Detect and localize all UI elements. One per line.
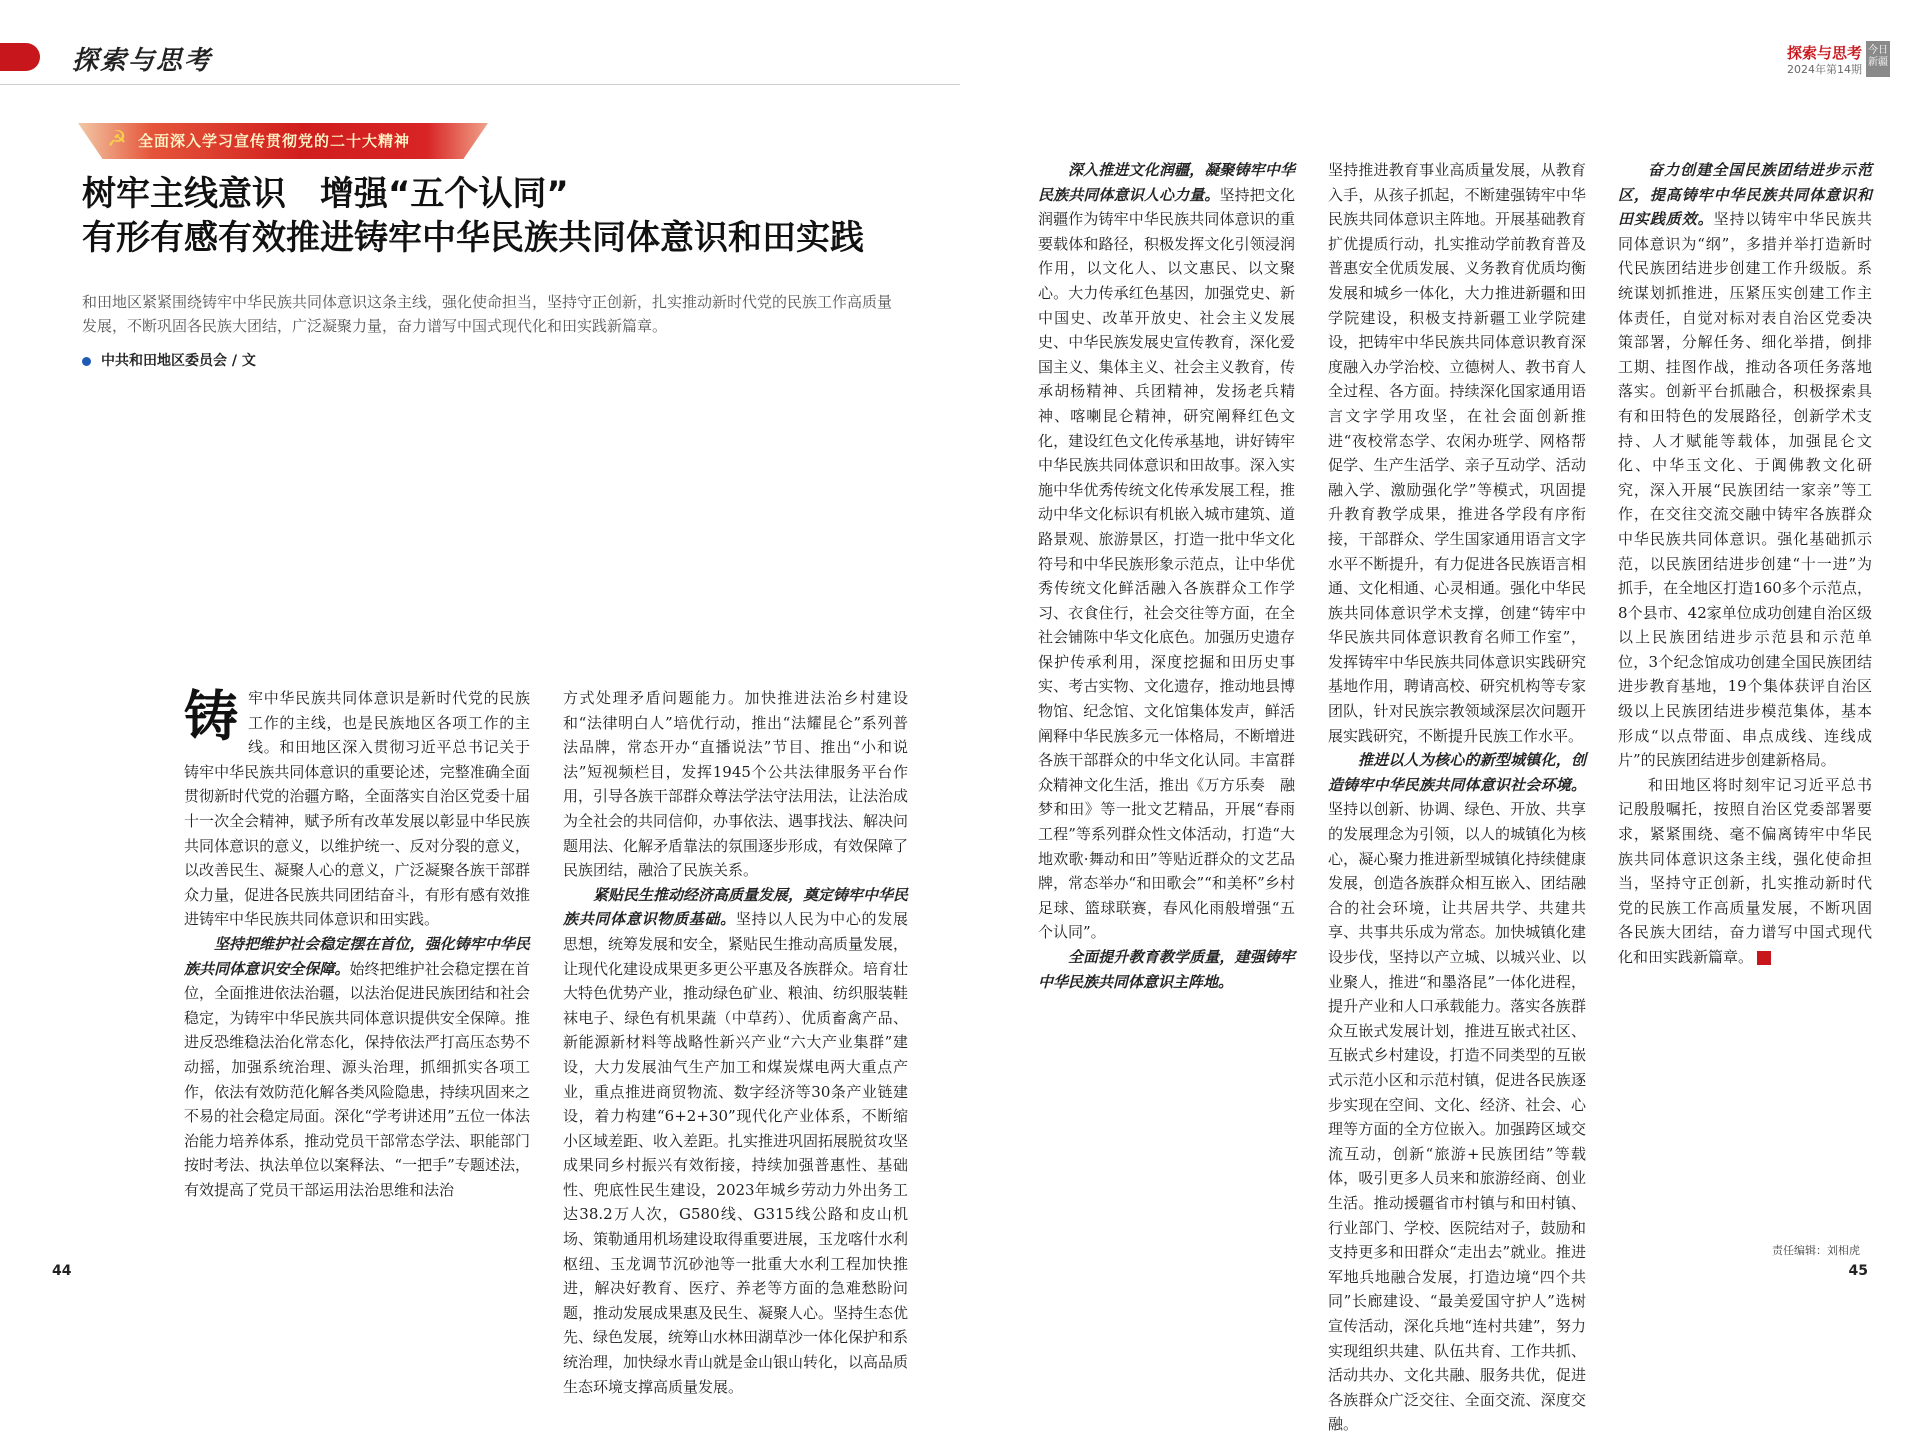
article-title-line1: 树牢主线意识 增强“五个认同” [82,174,569,214]
left-page [0,0,960,1396]
paragraph-unity [1618,158,1872,773]
article-lead: 和田地区紧紧围绕铸牢中华民族共同体意识这条主线，强化使命担当，坚持守正创新，扎实推动新时代党的民族工作高质量发展，不断巩固各民族大团结，广泛凝聚力量，奋力谱写中国式现代化和田实践新篇章。 [82,293,893,335]
magazine-section-label: 探索与思考 [1786,44,1862,62]
paragraph-text: 和田地区将时刻牢记习近平总书记殷殷嘱托，按照自治区党委部署要求，紧紧围绕、毫不偏离铸牢中华民族共同体意识这条主线，强化使命担当，坚持守正创新，扎实推动新时代党的民族工作高质量发展，不断巩固各民族大团结，奋力谱写中国式现代化和田实践新篇章。 [1618,775,1872,966]
paragraph-culture [1038,158,1295,945]
issue-label: 2024年第14期 [1787,63,1862,76]
page-number-right: 45 [1848,1263,1868,1279]
paragraph-education-text: 坚持推进教育事业高质量发展，从教育入手，从孩子抓起，不断建强铸牢中华民族共同体意识主阵地。开展基础教育扩优提质行动，扎实推动学前教育普及普惠安全优质发展、义务教育优质均衡发展和城乡一体化，大力推进新疆和田学院建设，积极支持新疆工业学院建设，把铸牢中华民族共同体意识教育深度融入办学治校、立德树人、教书育人全过程、各方面。持续深化国家通用语言文字学用攻坚，在社会面创新推进“夜校常态学、农闲办班学、网格帮促学、生产生活学、亲子互动学、活动融入学、激励强化学”等模式，巩固提升教育教学成果，推进各学段有序衔接，干部群众、学生国家通用语言文字水平不断提升，有力促进各民族语言相通、文化相通、心灵相通。强化中华民族共同体意识学术支撑，创建“铸牢中华民族共同体意识教育名师工作室”，发挥铸牢中华民族共同体意识实践研究基地作用，聘请高校、研究机构等专家团队，针对民族宗教领域深层次问题开展实践研究，不断提升民族工作水平。 [1328,161,1586,745]
end-mark-icon [1757,951,1771,965]
section-title: 探索与思考 [72,46,213,76]
paragraph-education [1038,945,1295,994]
paragraph-text: 坚持以人民为中心的发展思想，统筹发展和安全，紧贴民生推动高质量发展，让现代化建设成果更多更公平惠及各族群众。培育壮大特色优势产业，推动绿色矿业、粮油、纺织服装鞋袜电子、绿色有机果蔬（中草药）、优质畜禽产品、新能源新材料等战略性新兴产业“六大产业集群”建设，大力发展油气生产加工和煤炭煤电两大重点产业，重点推进商贸物流、数字经济等30条产业链建设，着力构建“6+2+30”现代化产业体系，不断缩小区域差距、收入差距。扎实推进巩固拓展脱贫攻坚成果同乡村振兴有效衔接，持续加强普惠性、基础性、兜底性民生建设，2023年城乡劳动力外出务工达38.2万人次，G580线、G315线公路和皮山机场、策勒通用机场建设取得重要进展，玉龙喀什水利枢纽、玉龙调节沉砂池等一批重大水利工程加快推进，解决好教育、医疗、养老等方面的急难愁盼问题，推动发展成果惠及民生、凝聚人心。坚持生态优先、绿色发展，统筹山水林田湖草沙一体化保护和系统治理，加快绿水青山就是金山银山转化，以高品质生态环境支撑高质量发展。 [563,910,909,1396]
author-text: 中共和田地区委员会 / 文 [101,353,256,369]
paragraph-urbanization [1328,748,1586,1437]
header-rule [0,84,960,85]
body-column-2 [563,686,909,1396]
bullet-dot-icon [82,357,91,366]
paragraph-text: 牢中华民族共同体意识是新时代党的民族工作的主线，也是民族地区各项工作的主线。和田地区深入贯彻习近平总书记关于铸牢中华民族共同体意识的重要论述，完整准确全面贯彻新时代党的治疆方略，全面落实自治区党委十届十一次全会精神，赋予所有改革发展以彰显中华民族共同体意识的意义，以维护统一、反对分裂的意义，以改善民生、凝聚人心的意义，广泛凝聚各族干部群众力量，促进各民族共同团结奋斗，有形有感有效推进铸牢中华民族共同体意识和田实践。 [184,689,530,929]
paragraph-lead: 深入推进文化润疆，凝聚铸牢中华民族共同体意识人心力量。 [1038,161,1295,204]
body-column-5 [1618,158,1872,1248]
paragraph-lead: 推进以人为核心的新型城镇化，创造铸牢中华民族共同体意识社会环境。 [1328,751,1586,794]
paragraph-lead: 紧贴民生推动经济高质量发展，奠定铸牢中华民族共同体意识物质基础。 [563,885,909,929]
paragraph-text: 坚持以铸牢中华民族共同体意识为“纲”，多措并举打造新时代民族团结进步创建工作升级版。系统谋划抓推进，压紧压实创建工作主体责任，自觉对标对表自治区党委决策部署，分解任务、细化举措，倒排工期、挂图作战，推动各项任务落地落实。创新平台抓融合，积极探索具有和田特色的发展路径，创新学术支持、人才赋能等载体，加强昆仑文化、中华玉文化、于阗佛教文化研究，深入开展“民族团结一家亲”等工作，在交往交流交融中铸牢各族群众中华民族共同体意识。强化基础抓示范，以民族团结进步创建“十一进”为抓手，在全地区打造160多个示范点，8个县市、42家单位成功创建自治区级以上民族团结进步示范县和示范单位，3个纪念馆成功创建全国民族团结进步教育基地，19个集体获评自治区级以上民族团结进步模范集体，基本形成“以点带面、串点成线、连线成片”的民族团结进步创建新格局。 [1618,210,1872,770]
paragraph-opening [184,686,530,932]
paragraph-security [184,932,530,1203]
paragraph-text: 坚持以创新、协调、绿色、开放、共享的发展理念为引领，以人的城镇化为核心，凝心聚力推进新型城镇化持续健康发展，创造各族群众相互嵌入、团结融合的社会环境，让共居共学、共建共享、共事共乐成为常态。加快城镇化建设步伐，坚持以产立城、以城兴业、以业聚人，推进“和墨洛昆”一体化进程，提升产业和人口承载能力。落实各族群众互嵌式发展计划，推进互嵌式社区、互嵌式乡村建设，打造不同类型的互嵌式示范小区和示范村镇，促进各民族逐步实现在空间、文化、经济、社会、心理等方面的全方位嵌入。加强跨区域交流互动，创新“旅游+民族团结”等载体，吸引更多人员来和旅游经商、创业生活。推动援疆省市村镇与和田村镇、行业部门、学校、医院结对子，鼓励和支持更多和田群众“走出去”就业。推进军地兵地融合发展，打造边境“四个共同”长廊建设、“最美爱国守护人”选树宣传活动，深化兵地“连村共建”，努力实现组织共建、队伍共育、工作共抓、活动共办、文化共融、服务共优，促进各族群众广泛交往、全面交流、深度交融。 [1328,800,1586,1434]
paragraph-conclusion [1618,773,1872,970]
paragraph-lead: 坚持把维护社会稳定摆在首位，强化铸牢中华民族共同体意识安全保障。 [184,934,530,978]
dropcap: 铸 [184,685,238,748]
body-column-4 [1328,158,1586,1434]
magazine-logo: 今日新疆 [1866,41,1890,77]
editor-credit: 责任编辑：刘相虎 [1772,1244,1860,1257]
article-title-line2: 有形有感有效推进铸牢中华民族共同体意识和田实践 [82,218,864,258]
paragraph-text: 始终把维护社会稳定摆在首位，全面推进依法治疆，以法治促进民族团结和社会稳定，为铸牢中华民族共同体意识提供安全保障。推进反恐维稳法治化常态化，保持依法严打高压态势不动摇，加强系统治理、源头治理，抓细抓实各项工作，依法有效防范化解各类风险隐患，持续巩固来之不易的社会稳定局面。深化“学考讲述用”五位一体法治能力培养体系，推动党员干部常态学法、职能部门按时考法、执法单位以案释法、“一把手”专题述法，有效提高了党员干部运用法治思维和法治 [184,959,530,1199]
body-column-1 [184,686,530,1246]
paragraph-lead: 全面提升教育教学质量，建强铸牢中华民族共同体意识主阵地。 [1038,948,1295,991]
paragraph-lead: 奋力创建全国民族团结进步示范区，提高铸牢中华民族共同体意识和田实践质效。 [1618,161,1872,229]
paragraph-economy [563,883,908,1399]
article-title [82,172,942,260]
body-column-3 [1038,158,1295,1248]
party-emblem-icon: ☭ [107,127,127,152]
section-tab-marker [0,43,40,71]
paragraph-law-continued: 方式处理矛盾问题能力。加快推进法治乡村建设和“法律明白人”培优行动，推出“法耀昆仑”系列普法品牌，常态开办“直播说法”节目、推出“小和说法”短视频栏目，发挥1945个公共法律服务平台作用，引导各族干部群众尊法学法守法用法，让法治成为全社会的共同信仰，办事依法、遇事找法、解决问题用法、化解矛盾靠法的氛围逐步形成，有效保障了民族团结，融洽了民族关系。 [563,689,909,880]
article-author [82,350,256,370]
theme-banner-text: 全面深入学习宣传贯彻党的二十大精神 [138,132,411,150]
paragraph-text: 坚持把文化润疆作为铸牢中华民族共同体意识的重要载体和路径，积极发挥文化引领浸润作用，以文化人、以文惠民、以文聚心。大力传承红色基因，加强党史、新中国史、改革开放史、社会主义发展史、中华民族发展史宣传教育，深化爱国主义、集体主义、社会主义教育，传承胡杨精神、兵团精神，发扬老兵精神、喀喇昆仑精神，研究阐释红色文化，建设红色文化传承基地，讲好铸牢中华民族共同体意识和田故事。深入实施中华优秀传统文化传承发展工程，推动中华文化标识有机嵌入城市建筑、道路景观、旅游景区，打造一批中华文化符号和中华民族形象示范点，让中华优秀传统文化鲜活融入各族群众工作学习、衣食住行，社会交往等方面，在全社会铺陈中华文化底色。加强历史遗存保护传承利用，深度挖掘和田历史事实、考古实物、文化遗存，推动地县博物馆、纪念馆、文化馆集体发声，鲜活阐释中华民族多元一体格局，不断增进各族干部群众的中华文化认同。丰富群众精神文化生活，推出《万方乐奏 融梦和田》等一批文艺精品，开展“春雨工程”等系列群众性文体活动，打造“大地欢歌·舞动和田”等贴近群众的文艺品牌，常态举办“和田歌会”“和美杯”乡村足球、篮球联赛，春风化雨般增强“五个认同”。 [1038,185,1295,942]
page-number-left: 44 [52,1263,72,1279]
